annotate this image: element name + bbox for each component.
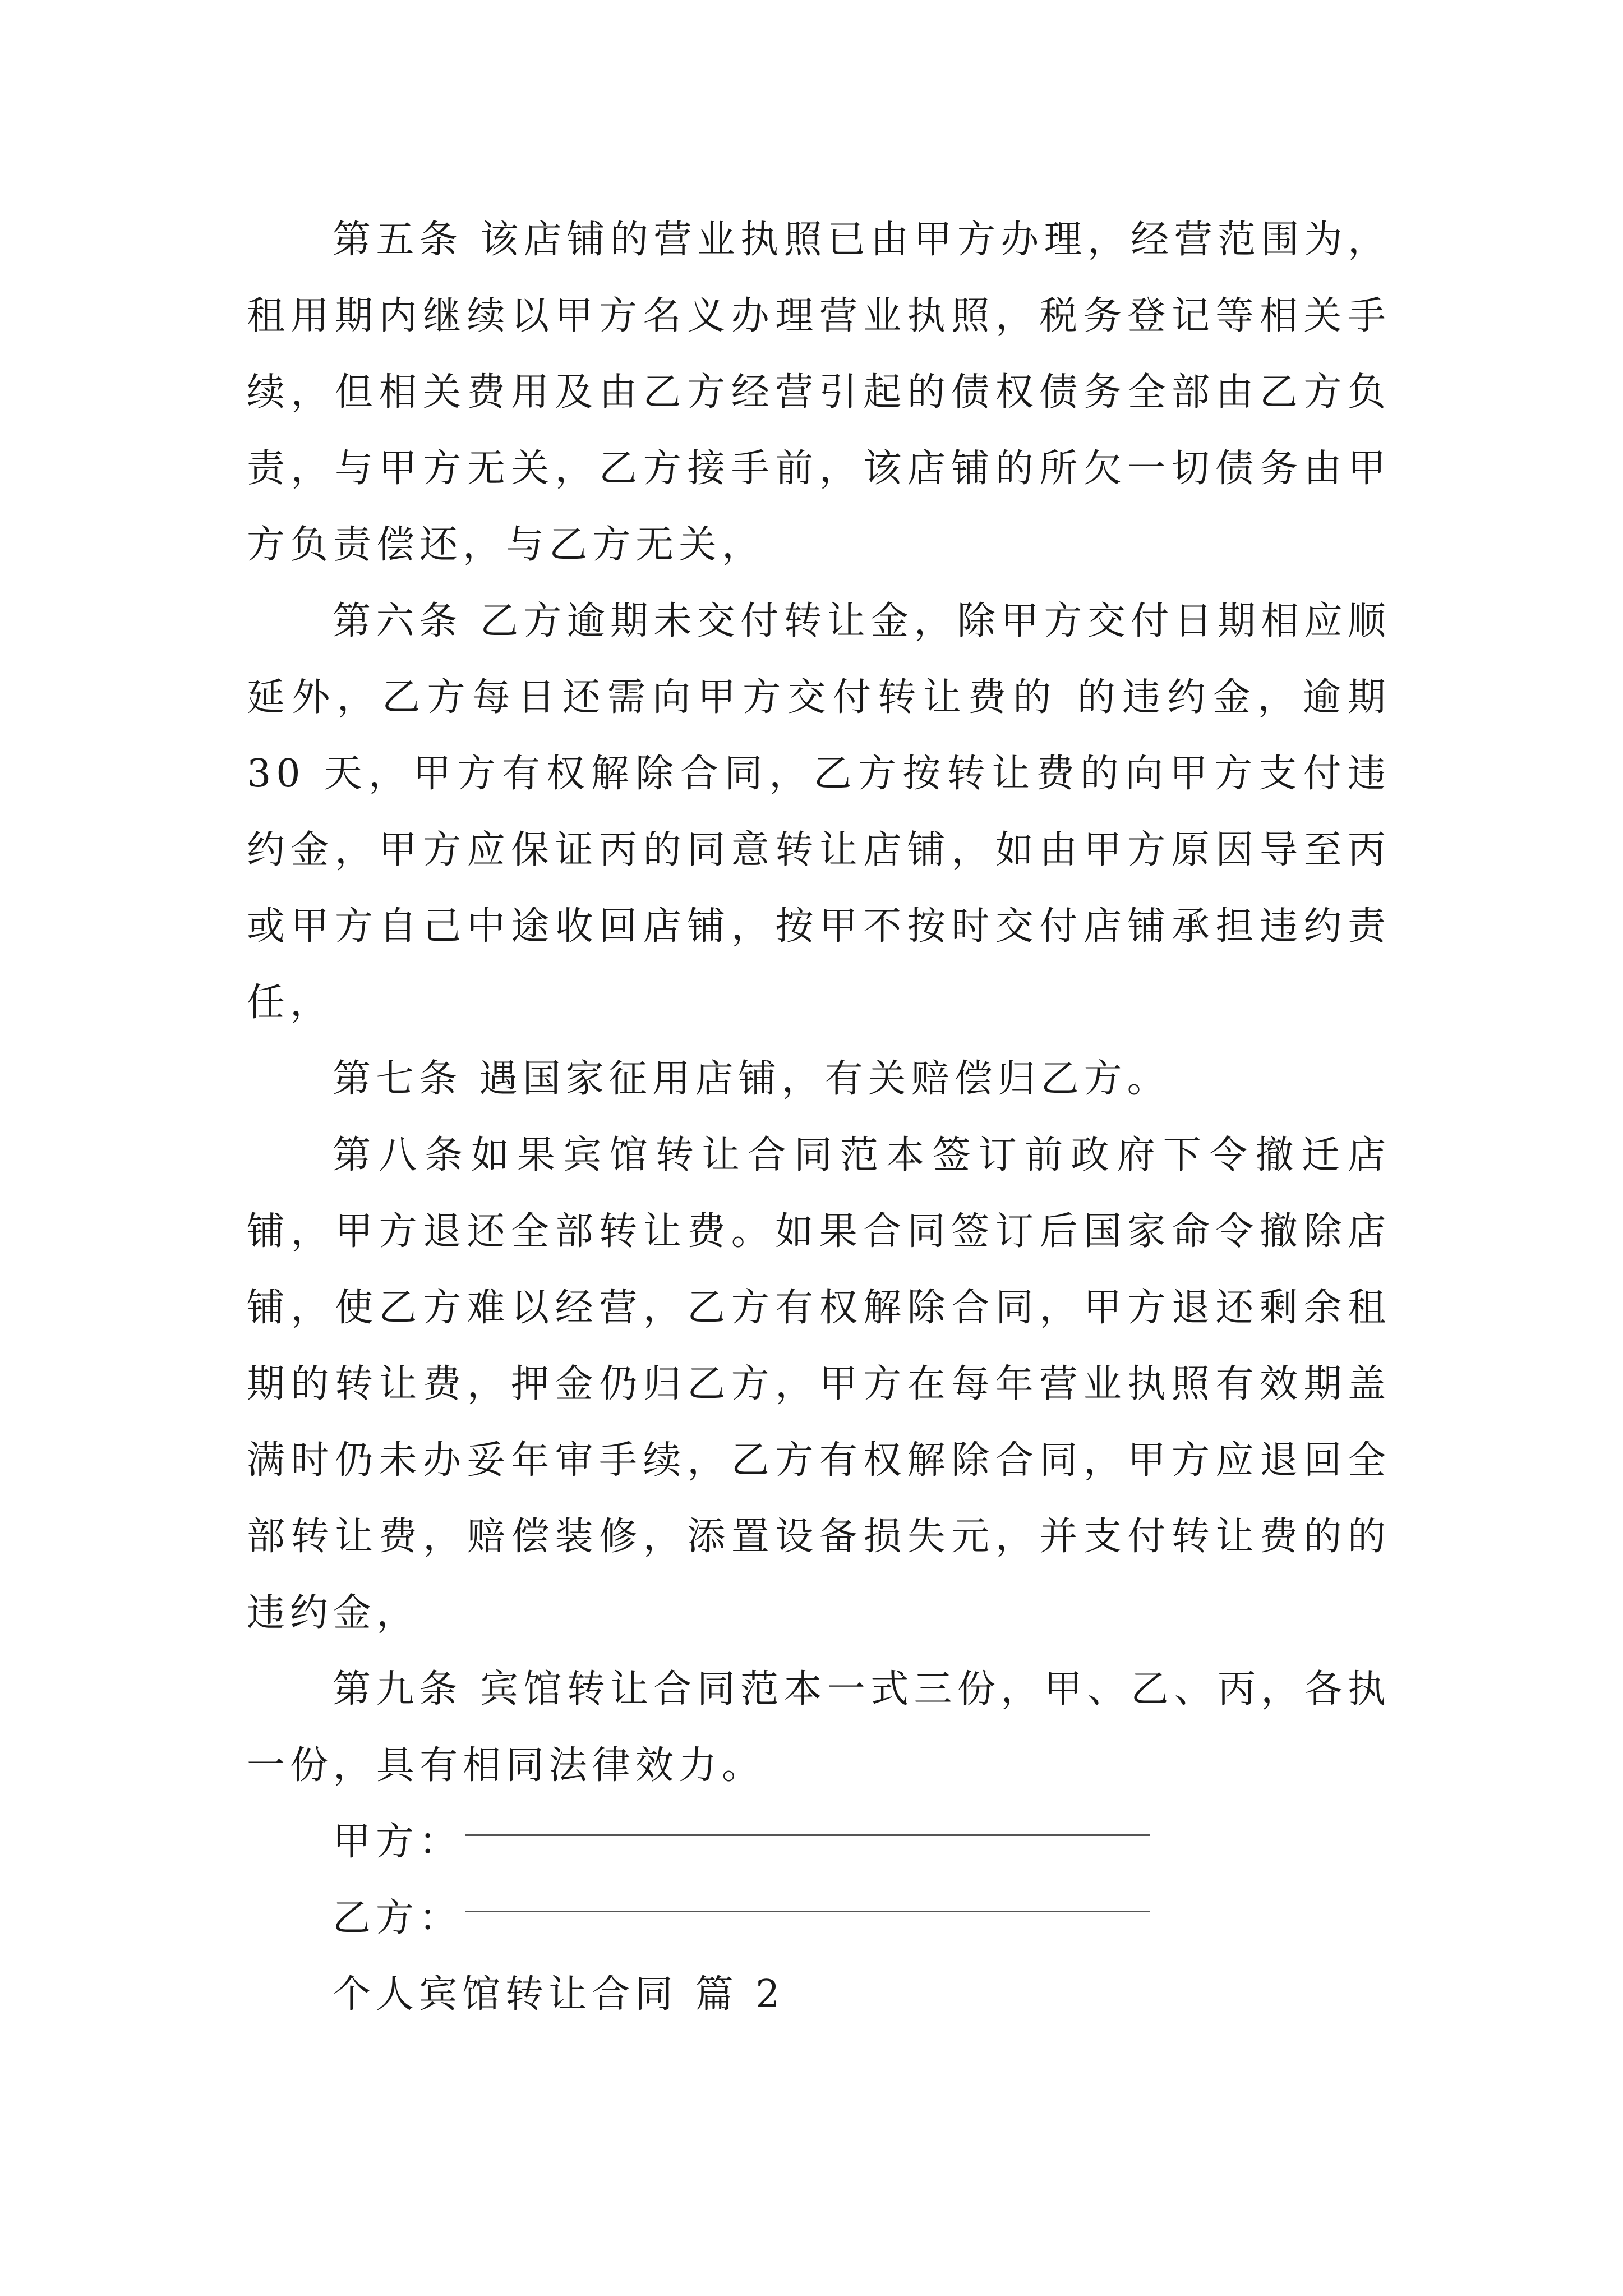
clause-8-paragraph: 第八条如果宾馆转让合同范本签订前政府下令撤迁店铺，甲方退还全部转让费。如果合同签订后国家命令撤除店铺，使乙方难以经营，乙方有权解除合同，甲方退还剩余租期的转让费，押金仍归乙方，甲方在每年营业执照有效期盖满时仍未办妥年审手续，乙方有权解除合同，甲方应退回全部转让费，赔偿装修，添置设备损失元，并支付转让费的的违约金， [247,1133,1391,1635]
document-body [247,202,1391,2033]
clause-9-paragraph: 第九条 宾馆转让合同范本一式三份，甲、乙、丙，各执一份，具有相同法律效力。 [247,1667,1391,1788]
clause-5-paragraph: 第五条 该店铺的营业执照已由甲方办理，经营范围为，租用期内继续以甲方名义办理营业执照，税务登记等相关手续，但相关费用及由乙方经营引起的债权债务全部由乙方负责，与甲方无关，乙方接手前，该店铺的所欠一切债务由甲方负责偿还，与乙方无关， [247,218,1391,567]
party-b-signature-line [465,1880,1150,1912]
clause-7-paragraph: 第七条 遇国家征用店铺，有关赔偿归乙方。 [333,1057,1170,1101]
clause-6-paragraph: 第六条 乙方逾期未交付转让金，除甲方交付日期相应顺延外，乙方每日还需向甲方交付转让费的 的违约金，逾期 30 天，甲方有权解除合同，乙方按转让费的向甲方支付违约金，甲方应保证丙的同意转让店铺，如由甲方原因导至丙或甲方自己中途收回店铺，按甲不按时交付店铺承担违约责任， [247,599,1391,1025]
party-a-signature-line [465,1804,1150,1836]
party-a-label: 甲方： [333,1820,463,1864]
party-b-signature-row [247,1880,1391,1957]
next-section-heading: 个人宾馆转让合同 篇 2 [333,1972,785,2017]
party-b-label: 乙方： [333,1896,463,1940]
party-a-signature-row [247,1804,1391,1880]
